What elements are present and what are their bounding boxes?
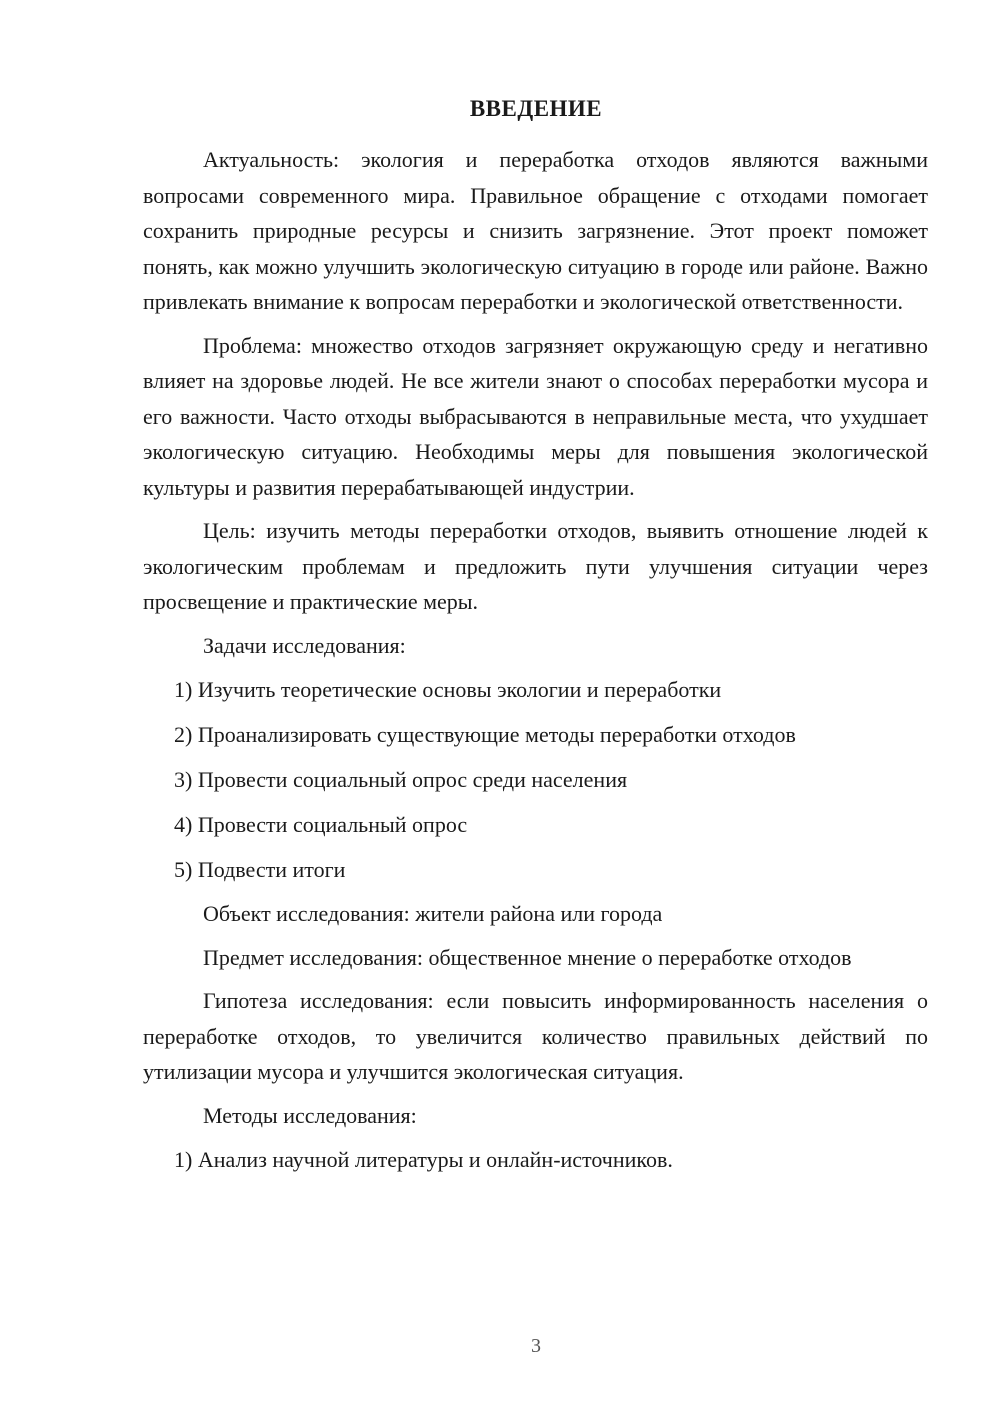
task-item: 1) Изучить теоретические основы экологии и переработки	[174, 677, 722, 702]
page-content	[143, 142, 928, 1178]
relevance-paragraph: Актуальность: экология и переработка отходов являются важными вопросами современного мира. Правильное обращение с отходами помогает сохранить природные ресурсы и снизить загрязнение. Этот проект поможет понять, как можно улучшить экологическую ситуацию в городе или районе. Важно привлекать внимание к вопросам переработки и экологической ответственности.	[143, 147, 928, 314]
task-item: 2) Проанализировать существующие методы переработки отходов	[174, 722, 796, 747]
task-item: 3) Провести социальный опрос среди населения	[174, 767, 628, 792]
methods-label: Методы исследования:	[203, 1102, 417, 1128]
page-title: ВВЕДЕНИЕ	[469, 96, 603, 121]
methods-list	[143, 1142, 928, 1178]
method-item: 1) Анализ научной литературы и онлайн-источников.	[174, 1147, 673, 1172]
tasks-list	[143, 672, 928, 888]
problem-paragraph: Проблема: множество отходов загрязняет окружающую среду и негативно влияет на здоровье людей. Не все жители знают о способах переработки мусора и его важности. Часто отходы выбрасываются в неправильные места, что ухудшает экологическую ситуацию. Необходимы меры для повышения экологической культуры и развития перерабатывающей индустрии.	[143, 332, 928, 500]
tasks-label: Задачи исследования:	[203, 632, 406, 658]
page-number: 3	[531, 1335, 541, 1357]
object-paragraph: Объект исследования: жители района или города	[203, 901, 663, 926]
hypothesis-paragraph: Гипотеза исследования: если повысить информированность населения о переработке отходов, то увеличится количество правильных действий по утилизации мусора и улучшится экологическая ситуация.	[143, 988, 928, 1084]
subject-paragraph: Предмет исследования: общественное мнение о переработке отходов	[203, 944, 852, 970]
task-item: 4) Провести социальный опрос	[174, 812, 468, 837]
goal-paragraph: Цель: изучить методы переработки отходов, выявить отношение людей к экологическим проблемам и предложить пути улучшения ситуации через просвещение и практические меры.	[143, 518, 928, 614]
task-item: 5) Подвести итоги	[174, 857, 346, 882]
